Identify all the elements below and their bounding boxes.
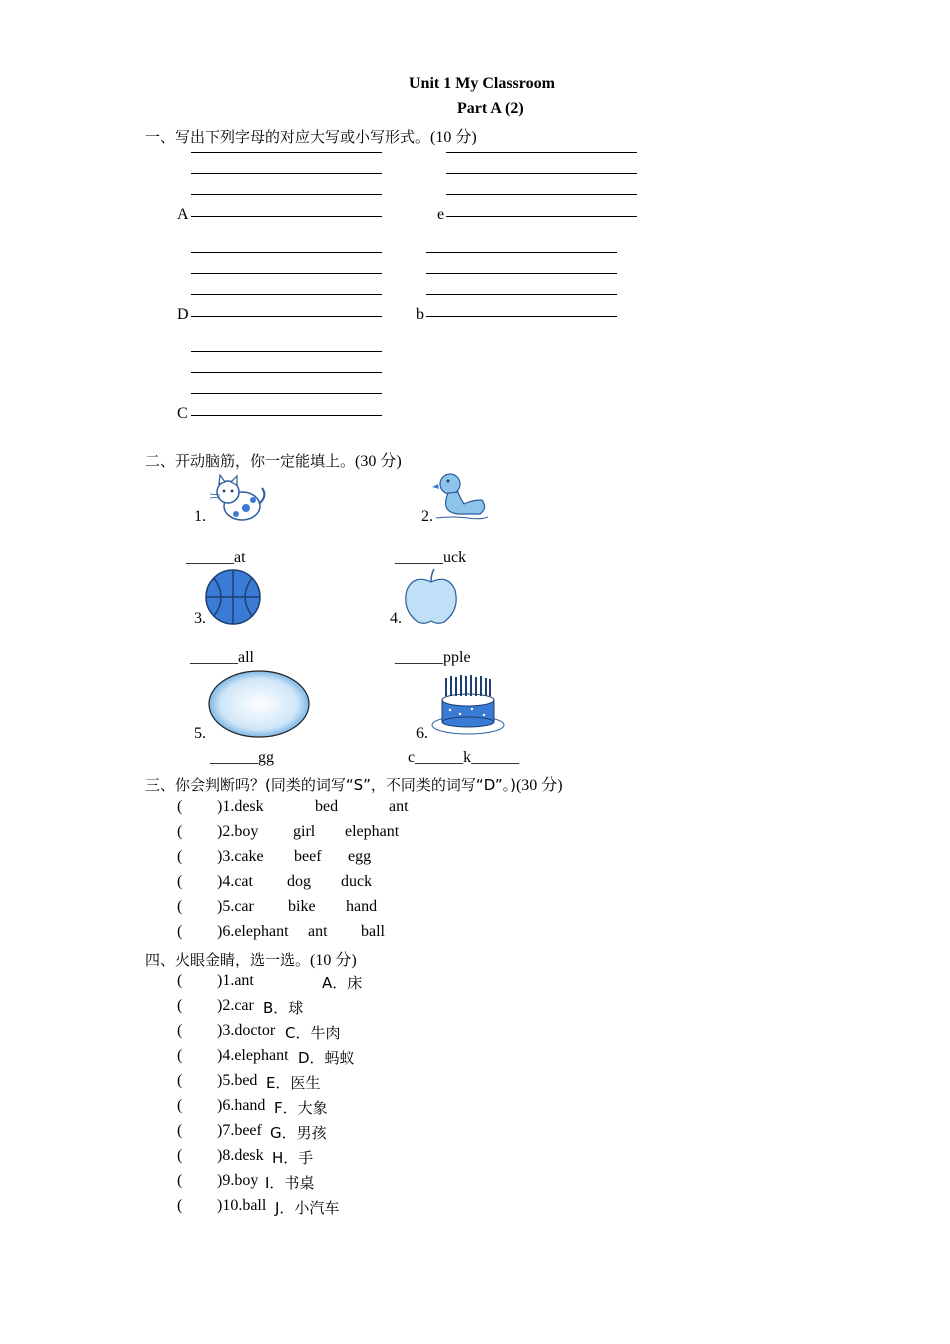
section2-heading: [145, 448, 402, 471]
item-number: 2.: [421, 508, 433, 525]
answer-paren[interactable]: (: [177, 1197, 183, 1214]
answer-paren[interactable]: (: [177, 1097, 183, 1114]
answer-paren[interactable]: (: [177, 898, 183, 915]
question-word: )6.elephant: [217, 923, 289, 940]
answer-paren[interactable]: (: [177, 1022, 183, 1039]
fill-blank-duck[interactable]: ______uck: [395, 549, 467, 566]
answer-paren[interactable]: (: [177, 873, 183, 890]
question-word: )3.doctor: [217, 1022, 276, 1039]
section4-score: (10 分): [310, 952, 357, 969]
fill-blank-egg[interactable]: ______gg: [210, 749, 274, 766]
word-3: elephant: [345, 823, 400, 840]
section2-score: (30 分): [355, 453, 402, 470]
answer-paren[interactable]: (: [177, 1147, 183, 1164]
question-word: )7.beef: [217, 1122, 262, 1139]
page-title: Unit 1 My Classroom: [409, 75, 555, 92]
answer-paren[interactable]: (: [177, 923, 183, 940]
question-word: )1.desk: [217, 798, 264, 815]
section3-score: (30 分): [515, 777, 563, 794]
option-text: F．大象: [274, 1099, 328, 1117]
question-word: )6.hand: [217, 1097, 266, 1114]
item-number: 1.: [194, 508, 206, 525]
option-text: B．球: [263, 999, 304, 1017]
word-2: ant: [308, 923, 328, 940]
answer-paren[interactable]: (: [177, 848, 183, 865]
item-number: 4.: [390, 610, 402, 627]
answer-paren[interactable]: (: [177, 798, 183, 815]
question-word: )5.car: [217, 898, 254, 915]
section1-score: (10 分): [430, 129, 477, 146]
option-text: H．手: [272, 1149, 314, 1167]
question-word: )4.elephant: [217, 1047, 289, 1064]
question-word: )4.cat: [217, 873, 253, 890]
question-word: )8.desk: [217, 1147, 264, 1164]
word-2: bed: [315, 798, 339, 815]
cake-picture: [430, 670, 508, 740]
letter-label: A: [177, 206, 189, 223]
word-2: girl: [293, 823, 316, 840]
question-word: )10.ball: [217, 1197, 267, 1214]
answer-paren[interactable]: (: [177, 1122, 183, 1139]
section3-heading-text: 三、你会判断吗？(同类的词写“S”，不同类的词写“D”。): [145, 776, 516, 794]
ball-picture: [204, 568, 262, 626]
egg-picture: [207, 669, 313, 739]
option-text: G．男孩: [270, 1124, 327, 1142]
word-3: ball: [361, 923, 385, 940]
option-text: E．医生: [266, 1074, 321, 1092]
answer-paren[interactable]: (: [177, 972, 183, 989]
item-number: 6.: [416, 725, 428, 742]
question-word: )5.bed: [217, 1072, 258, 1089]
letter-label: C: [177, 405, 188, 422]
answer-paren[interactable]: (: [177, 1172, 183, 1189]
apple-picture: [402, 568, 460, 626]
option-text: I．书桌: [265, 1174, 315, 1192]
answer-paren[interactable]: (: [177, 823, 183, 840]
fill-blank-apple[interactable]: ______pple: [395, 649, 471, 666]
cat-picture: [206, 474, 268, 524]
section1-heading-text: 一、写出下列字母的对应大写或小写形式。: [145, 128, 431, 146]
option-text: J．小汽车: [275, 1199, 340, 1217]
letter-label: D: [177, 306, 189, 323]
option-text: D．蚂蚁: [298, 1049, 355, 1067]
word-3: duck: [341, 873, 373, 890]
section3-heading: [145, 772, 563, 795]
fill-blank-ball[interactable]: ______all: [190, 649, 254, 666]
word-2: beef: [294, 848, 322, 865]
option-text: C．牛肉: [285, 1024, 341, 1042]
word-3: egg: [348, 848, 372, 865]
word-3: ant: [389, 798, 409, 815]
word-2: dog: [287, 873, 311, 890]
answer-paren[interactable]: (: [177, 997, 183, 1014]
word-3: hand: [346, 898, 378, 915]
question-word: )2.car: [217, 997, 254, 1014]
word-2: bike: [288, 898, 316, 915]
item-number: 3.: [194, 610, 206, 627]
section4-heading: [145, 947, 357, 970]
question-word: )1.ant: [217, 972, 254, 989]
question-word: )3.cake: [217, 848, 264, 865]
fill-blank-cat[interactable]: ______at: [186, 549, 246, 566]
section1-heading: [145, 124, 477, 147]
answer-paren[interactable]: (: [177, 1072, 183, 1089]
option-text: A．床: [322, 974, 363, 992]
question-word: )9.boy: [217, 1172, 259, 1189]
answer-paren[interactable]: (: [177, 1047, 183, 1064]
section2-heading-text: 二、开动脑筋，你一定能填上。: [145, 452, 356, 470]
question-word: )2.boy: [217, 823, 259, 840]
fill-blank-cake[interactable]: c______k______: [408, 749, 520, 766]
section4-heading-text: 四、火眼金睛，选一选。: [145, 951, 311, 969]
page-subtitle: Part A (2): [457, 100, 524, 117]
item-number: 5.: [194, 725, 206, 742]
letter-label: e: [437, 206, 445, 223]
letter-label: b: [416, 306, 424, 323]
duck-picture: [432, 470, 490, 524]
